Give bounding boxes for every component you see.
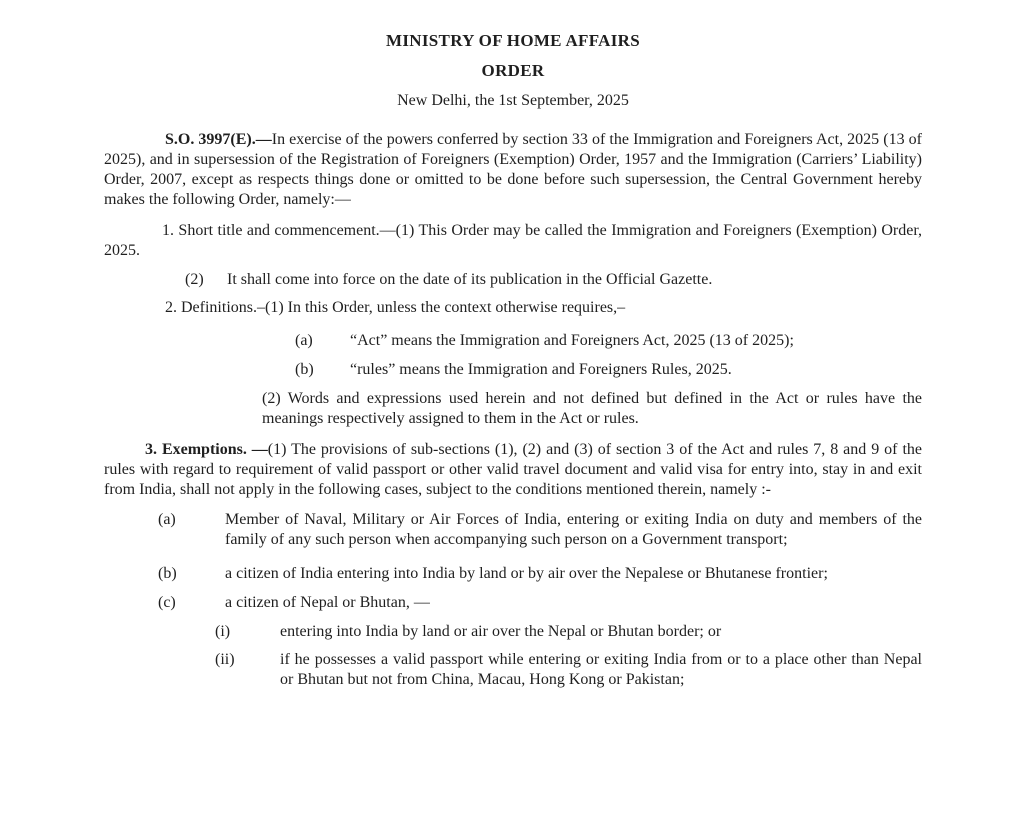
section1-clause2 [185,270,922,290]
exemption-item-b [158,564,922,584]
preamble-text: In exercise of the powers conferred by section 33 of the Immigration and Foreigners Act, 2025 (13 of 2025), and in supersession of the Registration of Foreigners (Exemption) Order, 1957 and the Immigration (Carriers’ Liability) Order, 2007, except as respects things done or omitted to be done before such supersession, the Central Government hereby makes the following Order, namely:— [104,131,922,208]
definition-item-a [295,331,922,351]
so-number: S.O. 3997(E).— [165,131,272,148]
item-text: Member of Naval, Military or Air Forces of India, entering or exiting India on duty and members of the family of any such person when accompanying such person on a Government transport; [225,511,922,548]
order-heading: ORDER [481,61,545,80]
preamble-paragraph [104,130,922,210]
clause-label: (2) [185,271,204,288]
item-label: (b) [158,565,177,582]
clause-text: It shall come into force on the date of its publication in the Official Gazette. [227,271,713,288]
item-label: (c) [158,594,176,611]
item-text: “Act” means the Immigration and Foreigners Act, 2025 (13 of 2025); [350,332,794,349]
item-label: (a) [295,332,313,349]
item-label: (b) [295,361,314,378]
exemption-item-a [158,510,922,550]
section2-clause1: 2. Definitions.–(1) In this Order, unless the context otherwise requires,– [165,299,626,316]
subitem-label: (ii) [215,651,235,668]
dateline: New Delhi, the 1st September, 2025 [397,92,629,109]
section1-clause1: 1. Short title and commencement.—(1) This Order may be called the Immigration and Foreigners (Exemption) Order, 2025. [104,222,922,259]
exemption-subitem-i [215,622,922,642]
subitem-text: if he possesses a valid passport while entering or exiting India from or to a place other than Nepal or Bhutan but not from China, Macau, Hong Kong or Pakistan; [280,651,922,688]
section3-heading: 3. Exemptions. — [145,441,268,458]
section2-clause2: (2) Words and expressions used herein and not defined but defined in the Act or rules have the meanings respectively assigned to them in the Act or rules. [262,390,922,427]
item-text: “rules” means the Immigration and Foreigners Rules, 2025. [350,361,732,378]
item-label: (a) [158,511,176,528]
exemption-item-c [158,593,922,613]
subitem-label: (i) [215,623,231,640]
item-text: a citizen of India entering into India by land or by air over the Nepalese or Bhutanese frontier; [225,565,828,582]
section3-clause1-text: (1) The provisions of sub-sections (1), (2) and (3) of section 3 of the Act and rules 7, 8 and 9 of the rules with regard to requirement of valid passport or other valid travel document and valid visa for entry into, stay in and exit from India, shall not apply in the following cases, subject to the conditions mentioned therein, namely :- [104,441,922,498]
item-text: a citizen of Nepal or Bhutan, — [225,594,430,611]
exemption-subitem-ii [215,650,922,690]
ministry-heading: MINISTRY OF HOME AFFAIRS [386,31,640,50]
section3-clause1 [104,440,922,500]
subitem-text: entering into India by land or air over the Nepal or Bhutan border; or [280,623,722,640]
definition-item-b [295,360,922,380]
